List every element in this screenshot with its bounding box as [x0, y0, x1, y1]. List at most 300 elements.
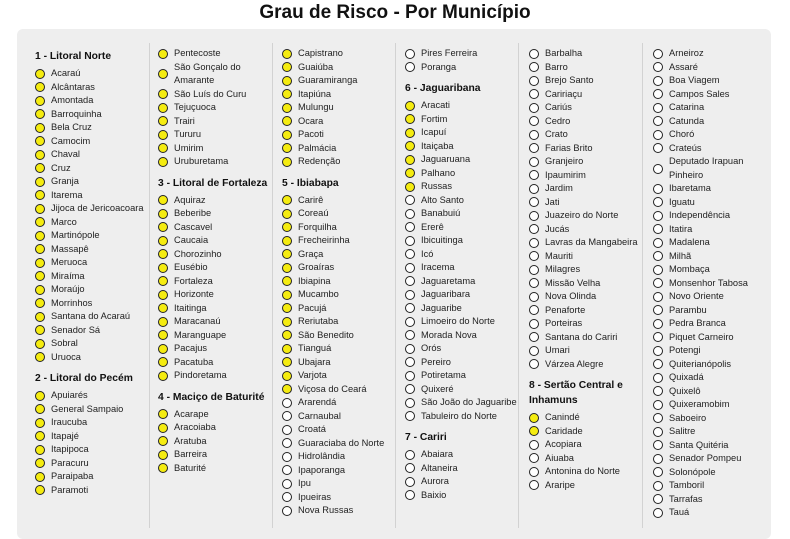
municipality-item — [282, 207, 406, 221]
municipality-name: Itaiçaba — [421, 140, 454, 151]
municipality-item — [653, 452, 777, 466]
risk-circle-icon — [529, 453, 539, 463]
risk-circle-icon — [653, 62, 663, 72]
municipality-name: Solonópole — [669, 466, 716, 477]
municipality-item — [405, 410, 529, 424]
municipality-item — [529, 236, 653, 250]
municipality-item — [653, 304, 777, 318]
municipality-name: Senador Pompeu — [669, 453, 742, 463]
risk-circle-icon — [529, 211, 539, 221]
municipality-name: Ararendá — [298, 397, 337, 407]
municipality-name: Sobral — [51, 338, 78, 348]
municipality-name: Aurora — [421, 476, 449, 486]
risk-circle-icon — [405, 463, 415, 473]
municipality-name: Catarina — [669, 102, 705, 112]
municipality-item — [529, 358, 653, 372]
municipality-item — [35, 403, 159, 417]
risk-circle-icon — [35, 339, 45, 349]
municipality-name: São Gonçalo do Amarante — [174, 61, 241, 85]
risk-circle-icon — [35, 485, 45, 495]
municipality-name: Moraújo — [51, 284, 85, 294]
municipality-item — [158, 302, 282, 316]
municipality-name: Paraipaba — [51, 471, 94, 481]
risk-circle-icon — [282, 425, 292, 435]
municipality-item — [158, 248, 282, 262]
risk-circle-icon — [282, 438, 292, 448]
municipality-name: Itapajé — [51, 430, 79, 441]
municipality-name: Baturité — [174, 462, 207, 473]
municipality-name: São Luís do Curu — [174, 88, 247, 99]
municipality-name: Santana do Cariri — [545, 331, 618, 342]
risk-circle-icon — [529, 170, 539, 180]
municipality-name: Camocim — [51, 135, 91, 146]
municipality-item — [653, 493, 777, 507]
municipality-item — [282, 261, 406, 275]
risk-circle-icon — [529, 332, 539, 342]
risk-circle-icon — [158, 116, 168, 126]
risk-circle-icon — [282, 89, 292, 99]
municipality-name: Granjeiro — [545, 156, 584, 166]
municipality-item — [282, 477, 406, 491]
risk-circle-icon — [35, 82, 45, 92]
municipality-name: Salitre — [669, 426, 696, 436]
region-heading: 5 - Ibiabapa — [282, 177, 339, 189]
risk-circle-icon — [653, 440, 663, 450]
municipality-item — [529, 317, 653, 331]
risk-circle-icon — [282, 398, 292, 408]
municipality-name: Iracema — [421, 262, 455, 272]
municipality-item — [158, 234, 282, 248]
municipality-name: Redenção — [298, 156, 341, 166]
municipality-item — [653, 344, 777, 358]
municipality-name: Juazeiro do Norte — [545, 210, 619, 220]
risk-circle-icon — [405, 141, 415, 151]
risk-circle-icon — [282, 506, 292, 516]
municipality-name: Ipaporanga — [298, 464, 346, 475]
municipality-item — [653, 155, 777, 182]
risk-circle-icon — [282, 49, 292, 59]
region-heading: 4 - Maciço de Baturité — [158, 391, 265, 403]
municipality-name: Aiuaba — [545, 452, 574, 463]
municipality-item — [35, 270, 159, 284]
municipality-item — [653, 439, 777, 453]
risk-circle-icon — [653, 184, 663, 194]
risk-circle-icon — [405, 411, 415, 421]
municipality-name: Quiterianópolis — [669, 358, 732, 369]
risk-circle-icon — [282, 249, 292, 259]
municipality-name: Ibaretama — [669, 183, 711, 193]
risk-circle-icon — [653, 238, 663, 248]
municipality-item — [158, 88, 282, 102]
municipality-item — [653, 425, 777, 439]
municipality-name: Guaiúba — [298, 61, 334, 72]
municipality-name: Lavras da Mangabeira — [545, 237, 638, 247]
municipality-item — [405, 383, 529, 397]
risk-circle-icon — [158, 222, 168, 232]
municipality-name: Barbalha — [545, 48, 583, 58]
municipality-name: Maranguape — [174, 329, 227, 340]
risk-circle-icon — [653, 49, 663, 59]
municipality-item — [282, 369, 406, 383]
municipality-item — [35, 470, 159, 484]
municipality-name: Crateús — [669, 142, 702, 153]
municipality-item — [405, 288, 529, 302]
risk-circle-icon — [158, 371, 168, 381]
municipality-name: Morada Nova — [421, 329, 477, 340]
municipality-name: Potiretama — [421, 370, 466, 380]
municipality-name: Assaré — [669, 61, 698, 72]
municipality-item — [653, 277, 777, 291]
risk-circle-icon — [158, 290, 168, 300]
municipality-item — [653, 196, 777, 210]
municipality-item — [282, 248, 406, 262]
risk-circle-icon — [282, 143, 292, 153]
risk-circle-icon — [529, 197, 539, 207]
municipality-item — [158, 315, 282, 329]
risk-circle-icon — [35, 445, 45, 455]
municipality-item — [653, 128, 777, 142]
municipality-name: Itaitinga — [174, 302, 207, 313]
municipality-item — [282, 221, 406, 235]
municipality-name: Abaiara — [421, 449, 454, 459]
risk-circle-icon — [158, 436, 168, 446]
municipality-name: General Sampaio — [51, 403, 124, 414]
risk-circle-icon — [405, 317, 415, 327]
risk-circle-icon — [653, 224, 663, 234]
municipality-item — [653, 263, 777, 277]
risk-circle-icon — [158, 344, 168, 354]
municipality-item — [405, 356, 529, 370]
municipality-name: Itapiúna — [298, 88, 332, 99]
municipality-name: Jati — [545, 196, 560, 207]
risk-circle-icon — [158, 450, 168, 460]
risk-circle-icon — [282, 195, 292, 205]
municipality-item — [158, 369, 282, 383]
municipality-item — [282, 329, 406, 343]
risk-circle-icon — [282, 263, 292, 273]
municipality-name: Quixeramobim — [669, 399, 730, 409]
risk-circle-icon — [35, 217, 45, 227]
risk-circle-icon — [35, 244, 45, 254]
municipality-name: Acaraú — [51, 68, 81, 78]
municipality-name: Penaforte — [545, 304, 586, 315]
municipality-name: Mulungu — [298, 102, 334, 112]
municipality-item — [653, 88, 777, 102]
municipality-name: Cascavel — [174, 221, 213, 232]
municipality-name: Caucaia — [174, 235, 209, 245]
municipality-item — [158, 142, 282, 156]
risk-circle-icon — [529, 49, 539, 59]
municipality-name: Mauriti — [545, 250, 573, 261]
municipality-item — [158, 448, 282, 462]
municipality-item — [653, 506, 777, 520]
municipality-name: São João do Jaguaribe — [421, 397, 517, 407]
municipality-item — [405, 180, 529, 194]
municipality-name: Pedra Branca — [669, 318, 726, 328]
municipality-item — [282, 342, 406, 356]
risk-circle-icon — [405, 371, 415, 381]
risk-circle-icon — [282, 357, 292, 367]
municipality-item — [529, 223, 653, 237]
risk-circle-icon — [653, 346, 663, 356]
municipality-name: Pacajus — [174, 343, 208, 353]
municipality-name: Trairi — [174, 115, 195, 126]
risk-circle-icon — [35, 312, 45, 322]
municipality-item — [158, 275, 282, 289]
municipality-item — [529, 209, 653, 223]
municipality-name: Eusébio — [174, 262, 208, 272]
risk-circle-icon — [529, 440, 539, 450]
municipality-name: Poranga — [421, 61, 457, 72]
municipality-item — [282, 504, 406, 518]
municipality-item — [529, 142, 653, 156]
municipality-item — [35, 162, 159, 176]
municipality-name: Altaneira — [421, 462, 458, 473]
municipality-item — [653, 358, 777, 372]
municipality-name: Baixio — [421, 489, 447, 500]
municipality-name: Cariús — [545, 102, 572, 112]
municipality-item — [35, 94, 159, 108]
municipality-item — [35, 189, 159, 203]
municipality-item — [529, 277, 653, 291]
municipality-item — [282, 61, 406, 75]
risk-circle-icon — [653, 508, 663, 518]
municipality-name: Varjota — [298, 370, 327, 380]
risk-circle-icon — [529, 143, 539, 153]
municipality-name: Quixadá — [669, 372, 704, 382]
municipality-name: Palhano — [421, 167, 456, 178]
column-4 — [405, 47, 529, 502]
risk-circle-icon — [158, 89, 168, 99]
municipality-item — [282, 47, 406, 61]
municipality-name: Graça — [298, 248, 324, 259]
municipality-item — [529, 61, 653, 75]
risk-circle-icon — [405, 490, 415, 500]
municipality-name: Quixeré — [421, 383, 454, 394]
risk-circle-icon — [653, 116, 663, 126]
municipality-item — [35, 121, 159, 135]
municipality-name: Croatá — [298, 424, 326, 434]
page-title: Grau de Risco - Por Município — [259, 2, 531, 23]
municipality-name: Miraíma — [51, 270, 85, 281]
municipality-item — [405, 448, 529, 462]
municipality-name: Acopiara — [545, 439, 582, 449]
municipality-item — [35, 484, 159, 498]
risk-circle-icon — [282, 157, 292, 167]
municipality-item — [529, 196, 653, 210]
risk-circle-icon — [405, 249, 415, 259]
risk-circle-icon — [405, 168, 415, 178]
municipality-item — [282, 356, 406, 370]
municipality-item — [282, 115, 406, 129]
municipality-name: Boa Viagem — [669, 75, 720, 85]
municipality-name: Banabuiú — [421, 208, 461, 218]
municipality-item — [405, 302, 529, 316]
municipality-item — [529, 479, 653, 493]
municipality-item — [35, 108, 159, 122]
municipality-name: Jaguaruana — [421, 154, 471, 164]
risk-circle-icon — [35, 391, 45, 401]
risk-circle-icon — [529, 413, 539, 423]
municipality-name: Potengi — [669, 345, 701, 355]
risk-circle-icon — [158, 130, 168, 140]
risk-circle-icon — [529, 224, 539, 234]
municipality-item — [653, 182, 777, 196]
risk-circle-icon — [35, 136, 45, 146]
risk-circle-icon — [158, 195, 168, 205]
risk-circle-icon — [529, 116, 539, 126]
municipality-item — [653, 290, 777, 304]
municipality-name: Meruoca — [51, 257, 88, 267]
municipality-item — [282, 450, 406, 464]
municipality-name: Tabuleiro do Norte — [421, 410, 497, 421]
municipality-name: Paramoti — [51, 484, 89, 495]
municipality-name: Icapuí — [421, 127, 447, 137]
municipality-name: Coreaú — [298, 208, 329, 218]
municipality-item — [158, 155, 282, 169]
risk-circle-icon — [405, 182, 415, 192]
municipality-item — [405, 221, 529, 235]
municipality-name: Aracati — [421, 100, 450, 110]
risk-circle-icon — [282, 384, 292, 394]
municipality-name: Canindé — [545, 412, 580, 422]
risk-circle-icon — [405, 276, 415, 286]
risk-circle-icon — [653, 386, 663, 396]
municipality-item — [529, 304, 653, 318]
municipality-name: Crato — [545, 129, 568, 139]
risk-circle-icon — [282, 130, 292, 140]
municipality-item — [158, 194, 282, 208]
municipality-name: Forquilha — [298, 221, 337, 232]
municipality-item — [35, 310, 159, 324]
municipality-item — [158, 435, 282, 449]
municipality-name: Barreira — [174, 449, 208, 459]
municipality-item — [405, 113, 529, 127]
municipality-name: Guaraciaba do Norte — [298, 437, 385, 448]
municipality-item — [35, 67, 159, 81]
risk-circle-icon — [653, 481, 663, 491]
municipality-name: Itapipoca — [51, 444, 89, 454]
risk-circle-icon — [529, 319, 539, 329]
municipality-item — [282, 437, 406, 451]
municipality-name: Palmácia — [298, 142, 337, 153]
municipality-item — [282, 396, 406, 410]
municipality-item — [529, 263, 653, 277]
municipality-item — [405, 167, 529, 181]
risk-circle-icon — [529, 426, 539, 436]
risk-circle-icon — [35, 109, 45, 119]
risk-circle-icon — [158, 157, 168, 167]
municipality-name: Campos Sales — [669, 88, 730, 99]
municipality-item — [405, 47, 529, 61]
municipality-item — [529, 331, 653, 345]
risk-circle-icon — [282, 62, 292, 72]
municipality-name: Carirê — [298, 194, 324, 205]
municipality-item — [405, 140, 529, 154]
municipality-name: Martinópole — [51, 230, 100, 240]
column-2 — [158, 47, 282, 475]
risk-circle-icon — [653, 427, 663, 437]
risk-circle-icon — [653, 265, 663, 275]
municipality-item — [35, 443, 159, 457]
risk-circle-icon — [653, 76, 663, 86]
risk-circle-icon — [529, 103, 539, 113]
municipality-name: Jucás — [545, 223, 570, 234]
municipality-name: Pacatuba — [174, 356, 214, 367]
risk-circle-icon — [282, 236, 292, 246]
municipality-item — [653, 142, 777, 156]
risk-circle-icon — [529, 305, 539, 315]
municipality-name: Icó — [421, 248, 434, 259]
municipality-item — [282, 155, 406, 169]
risk-circle-icon — [282, 452, 292, 462]
municipality-item — [158, 221, 282, 235]
region-heading: 2 - Litoral do Pecém — [35, 373, 133, 384]
municipality-name: Milhã — [669, 250, 692, 261]
municipality-name: Tarrafas — [669, 493, 703, 504]
risk-circle-icon — [653, 413, 663, 423]
municipality-name: Aratuba — [174, 435, 207, 446]
risk-circle-icon — [282, 479, 292, 489]
municipality-item — [529, 465, 653, 479]
municipality-item — [282, 288, 406, 302]
municipality-name: Pires Ferreira — [421, 48, 478, 58]
risk-circle-icon — [158, 303, 168, 313]
municipality-item — [653, 61, 777, 75]
municipality-name: Madalena — [669, 237, 710, 247]
risk-circle-icon — [282, 492, 292, 502]
municipality-name: Catunda — [669, 115, 705, 126]
risk-circle-icon — [35, 458, 45, 468]
municipality-name: Acarape — [174, 408, 209, 419]
risk-circle-icon — [35, 285, 45, 295]
risk-circle-icon — [35, 352, 45, 362]
risk-circle-icon — [158, 409, 168, 419]
risk-circle-icon — [405, 195, 415, 205]
municipality-item — [529, 74, 653, 88]
municipality-item — [529, 128, 653, 142]
municipality-item — [653, 101, 777, 115]
risk-circle-icon — [282, 330, 292, 340]
risk-circle-icon — [653, 319, 663, 329]
risk-circle-icon — [35, 431, 45, 441]
municipality-name: Morrinhos — [51, 297, 93, 308]
municipality-name: Maracanaú — [174, 316, 221, 326]
municipality-item — [529, 411, 653, 425]
risk-circle-icon — [529, 89, 539, 99]
column-1 — [35, 43, 159, 497]
risk-circle-icon — [35, 258, 45, 268]
region-heading: 8 - Sertão Central e Inhamuns — [529, 380, 623, 406]
municipality-name: Tamboril — [669, 480, 705, 490]
municipality-item — [653, 236, 777, 250]
municipality-name: Jaguaribe — [421, 302, 462, 313]
municipality-item — [653, 479, 777, 493]
municipality-item — [529, 101, 653, 115]
municipality-item — [653, 250, 777, 264]
municipality-item — [282, 315, 406, 329]
municipality-item — [35, 216, 159, 230]
municipality-item — [653, 74, 777, 88]
municipality-name: Apuiarés — [51, 390, 88, 400]
municipality-name: Santana do Acaraú — [51, 311, 131, 321]
municipality-item — [529, 452, 653, 466]
risk-circle-icon — [282, 76, 292, 86]
risk-circle-icon — [529, 265, 539, 275]
municipality-name: Mombaça — [669, 264, 710, 274]
municipality-item — [529, 88, 653, 102]
municipality-name: Pereiro — [421, 356, 451, 367]
